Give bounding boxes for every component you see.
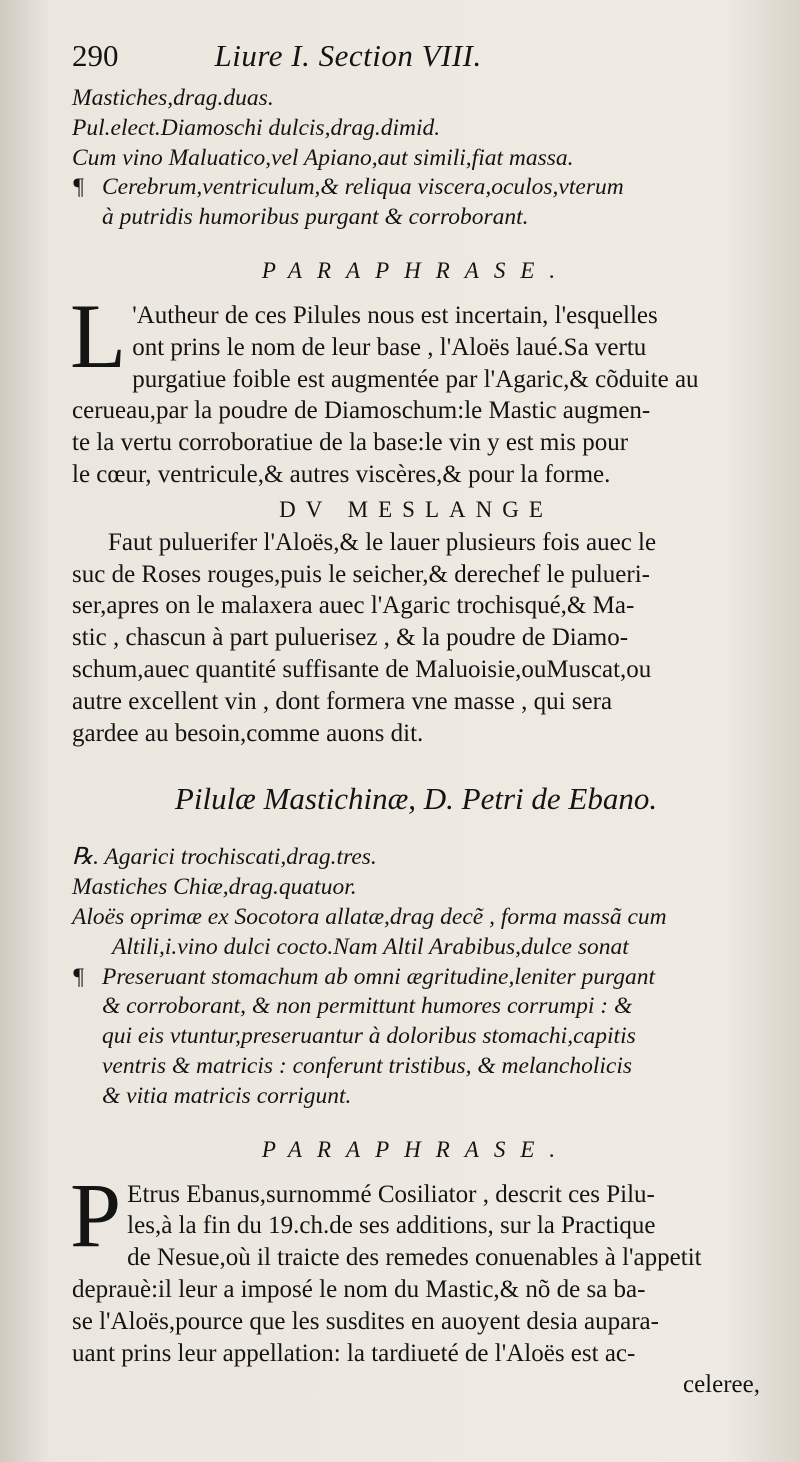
recipe-title: Pilulæ Mastichinæ, D. Petri de Ebano. — [174, 781, 658, 817]
recipe-line: Altili,i.vino dulci cocto.Nam Altil Arabibus,dulce sonat — [112, 933, 629, 960]
paragraph-line: Faut puluerifer l'Aloës,& le lauer plusieurs fois auec le — [108, 528, 657, 556]
paragraph-line: te la vertu corroboratiue de la base:le vin y est mis pour — [72, 429, 629, 457]
recipe-line: ℞. Agarici trochiscati,drag.tres. — [72, 844, 377, 871]
recipe-note-line: & vitia matricis corrigunt. — [102, 1082, 352, 1109]
meslange-paragraph — [72, 527, 760, 750]
recipe-line: Aloës oprimæ ex Socotora allatæ,drag decẽ , forma massã cum — [72, 903, 667, 930]
recipe-note-text: Cerebrum,ventriculum,& reliqua viscera,oculos,vterum — [102, 174, 624, 201]
drop-capital: P — [70, 1163, 122, 1266]
recipe-block-1 — [72, 84, 760, 233]
paragraph-line: ont prins le nom de leur base , l'Aloës laué.Sa vertu — [132, 333, 647, 361]
page-header — [72, 38, 760, 84]
meslange-heading: DV MESLANGE — [279, 496, 553, 522]
paragraph-line: cerueau,par la poudre de Diamoschum:le Mastic augmen- — [72, 397, 651, 425]
paragraph-line: stic , chascun à part puluerisez , & la poudre de Diamo- — [72, 624, 629, 652]
paragraph-line: purgatiue foible est augmentée par l'Agaric,& cõduite au — [132, 365, 699, 393]
recipe-line: Mastiches,drag.duas. — [72, 85, 274, 111]
recipe-note-line: ventris & matricis : conferunt tristibus, & melancholicis — [102, 1052, 633, 1079]
recipe-line: Mastiches Chiæ,drag.quatuor. — [72, 874, 357, 901]
paragraph-line: gardee au besoin,comme auons dit. — [72, 719, 424, 747]
paragraph-line: schum,auec quantité suffisante de Maluoisie,ouMuscat,ou — [72, 655, 652, 683]
recipe-line: Pul.elect.Diamoschi dulcis,drag.dimid. — [72, 114, 441, 141]
paragraph-line: le cœur, ventricule,& autres viscères,& pour la forme. — [72, 460, 611, 488]
paraphrase-heading: PARAPHRASE. — [261, 257, 571, 283]
paragraph-line: de Nesue,où il traicte des remedes conuenables à l'appetit — [127, 1244, 702, 1272]
recipe-note-line: à putridis humoribus purgant & corroborant. — [102, 204, 529, 231]
paragraph-line: deprauè:il leur a imposé le nom du Mastic,& nõ de sa ba- — [72, 1275, 646, 1303]
recipe-block-2 — [72, 843, 760, 1111]
paragraph-line: ser,apres on le malaxera auec l'Agaric trochisqué,& Ma- — [72, 592, 635, 620]
recipe-line: Cum vino Maluatico,vel Apiano,aut simili,fiat massa. — [72, 144, 574, 171]
paragraph-line: 'Autheur de ces Pilules nous est incertain, l'esquelles — [132, 301, 658, 329]
pilcrow-mark: ¶ — [72, 174, 85, 201]
paragraph-line: uant prins leur appellation: la tardiueté de l'Aloës est ac- — [72, 1339, 636, 1367]
paragraph-line: suc de Roses rouges,puis le seicher,& derechef le pulueri- — [72, 560, 650, 588]
paragraph-line: Etrus Ebanus,surnommé Cosiliator , descrit ces Pilu- — [127, 1180, 655, 1208]
drop-capital: L — [70, 284, 127, 387]
paragraph-line: les,à la fin du 19.ch.de ses additions, sur la Practique — [127, 1212, 656, 1240]
recipe-note-text: Preseruant stomachum ab omni ægritudine,leniter purgant — [102, 963, 656, 990]
recipe-note-line — [72, 173, 760, 203]
paraphrase-paragraph-1 — [70, 284, 760, 491]
paraphrase-paragraph-2 — [70, 1163, 760, 1402]
page-number: 290 — [72, 38, 119, 73]
paraphrase-heading: PARAPHRASE. — [261, 1136, 571, 1162]
recipe-note-line: qui eis vtuntur,preseruantur à doloribus stomachi,capitis — [102, 1023, 636, 1050]
recipe-note-line: & corroborant, & non permittunt humores corrumpi : & — [102, 993, 633, 1020]
running-title: Liure I. Section VIII. — [214, 38, 482, 73]
paragraph-line: autre excellent vin , dont formera vne masse , qui sera — [72, 687, 613, 715]
catchword: celeree, — [682, 1371, 760, 1399]
recipe-note-line — [72, 963, 760, 993]
paragraph-line: se l'Aloës,pource que les susdites en auoyent desia aupara- — [72, 1307, 659, 1335]
pilcrow-mark: ¶ — [72, 963, 85, 990]
